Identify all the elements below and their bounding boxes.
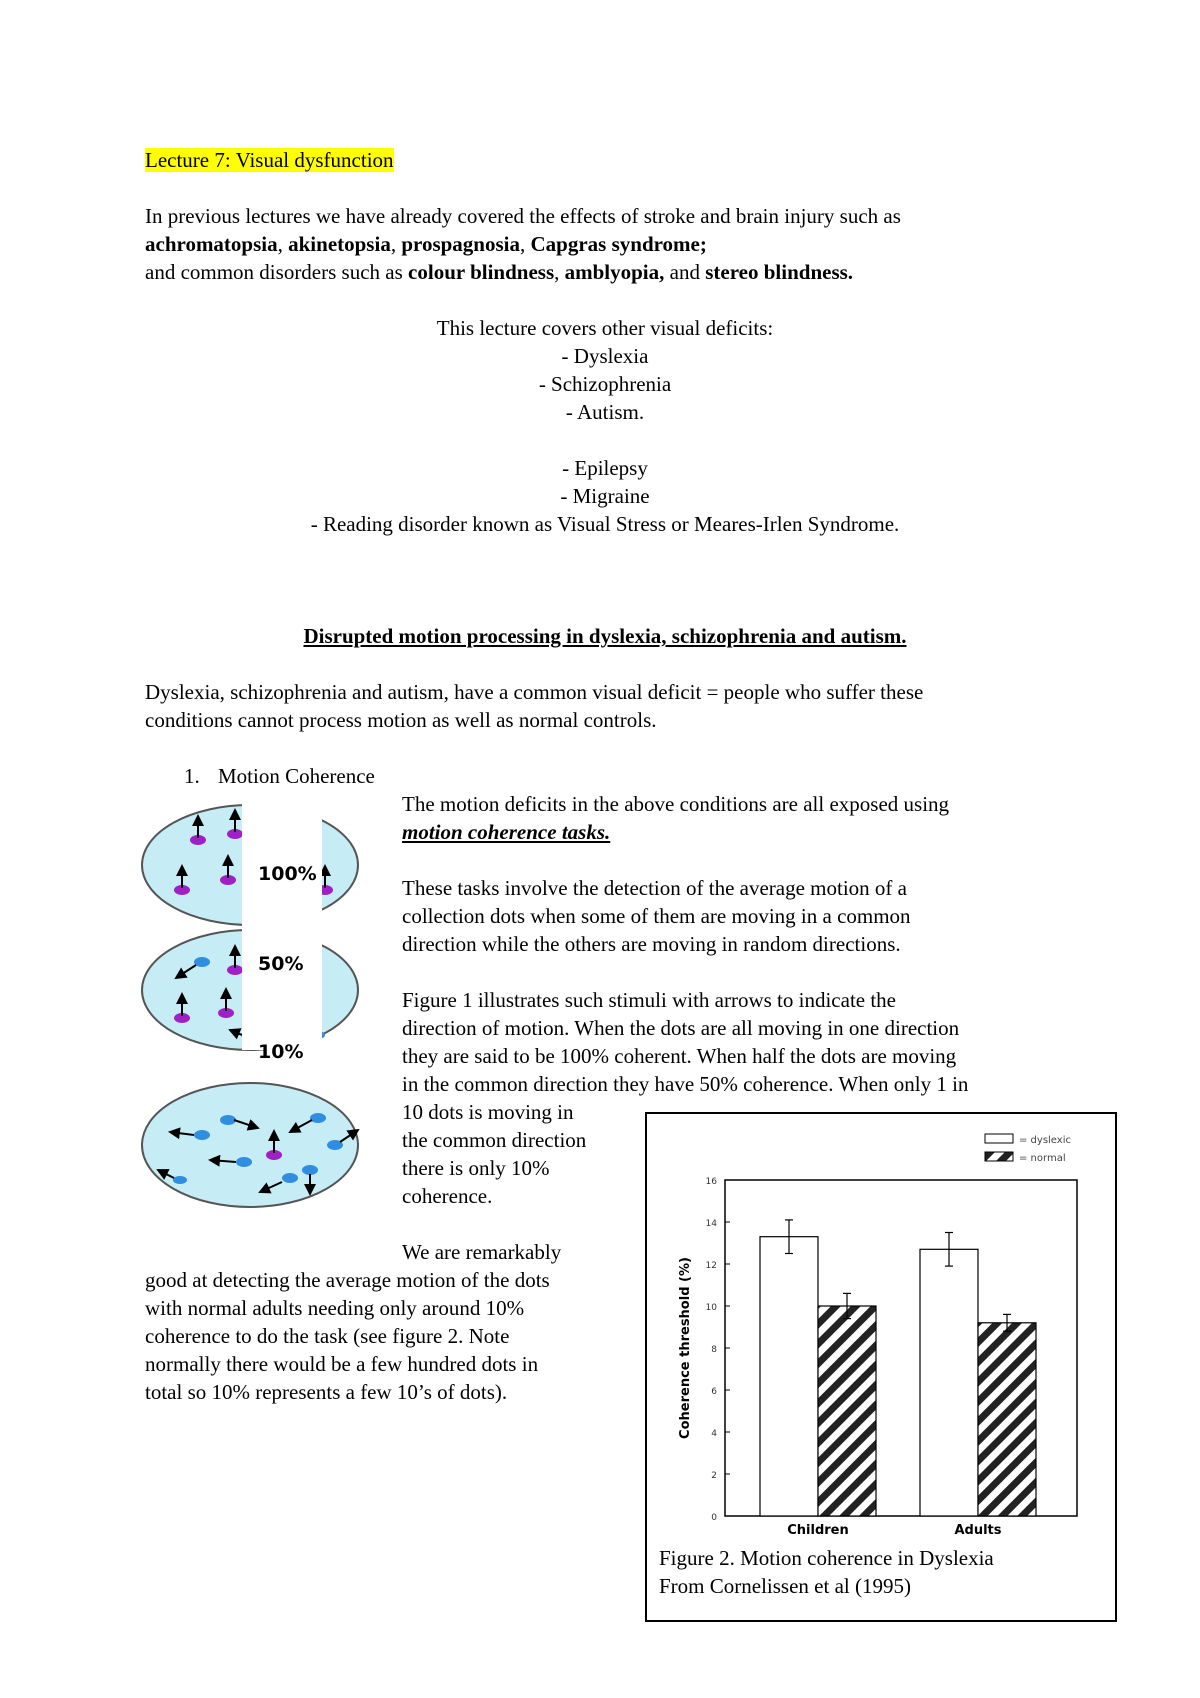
figure-2 (645, 1112, 1117, 1622)
legend-label-dyslexic: = dyslexic (1019, 1135, 1071, 1146)
para1-line1: Dyslexia, schizophrenia and autism, have a common visual deficit = people who suffer these (145, 680, 924, 704)
term-stereo-blindness: stereo blindness. (705, 260, 854, 284)
body-p3-line: Figure 1 illustrates such stimuli with arrows to indicate the (402, 988, 897, 1012)
term-achromatopsia: achromatopsia (145, 232, 278, 256)
deficits-heading: This lecture covers other visual deficits: (436, 316, 774, 340)
legend-label-normal: = normal (1019, 1153, 1066, 1164)
legend-swatch-dyslexic (985, 1134, 1013, 1143)
intro-line-2: achromatopsia, akinetopsia, prospagnosia, Capgras syndrome; (145, 232, 707, 256)
body-p3-narrow: coherence. (402, 1184, 493, 1208)
deficit-item: - Reading disorder known as Visual Stress or Meares-Irlen Syndrome. (310, 512, 900, 536)
list-label: Motion Coherence (218, 764, 375, 788)
body-p4-line: normally there would be a few hundred dots in (145, 1352, 539, 1376)
term-amblyopia: amblyopia, (564, 260, 665, 284)
list-number: 1. (184, 764, 200, 788)
intro-line-1: In previous lectures we have already covered the effects of stroke and brain injury such as (145, 204, 901, 228)
y-tick-label: 6 (711, 1387, 717, 1397)
figure-1 (140, 790, 390, 1227)
bar-normal-children (818, 1306, 876, 1516)
body-p4-line: total so 10% represents a few 10’s of dots). (145, 1380, 508, 1404)
label-50-percent: 50% (258, 953, 304, 975)
body-p4-line: coherence to do the task (see figure 2. Note (145, 1324, 510, 1348)
body-p3-line: they are said to be 100% coherent. When half the dots are moving (402, 1044, 957, 1068)
body-p4-line: good at detecting the average motion of the dots (145, 1268, 550, 1292)
body-p1-line2: motion coherence tasks. (402, 820, 611, 844)
y-tick-label: 2 (711, 1471, 717, 1481)
body-p2-line: collection dots when some of them are moving in a common (402, 904, 911, 928)
body-p2-line: direction while the others are moving in random directions. (402, 932, 901, 956)
y-tick-label: 4 (711, 1429, 717, 1439)
x-category-label: Children (787, 1523, 849, 1538)
deficit-item: - Epilepsy (562, 456, 648, 480)
body-p3-narrow: 10 dots is moving in (402, 1100, 574, 1124)
body-p2-line: These tasks involve the detection of the average motion of a (402, 876, 907, 900)
body-p3-narrow: the common direction (402, 1128, 587, 1152)
y-tick-label: 16 (705, 1177, 717, 1187)
deficit-item: - Autism. (565, 400, 645, 424)
figure-2-caption-line1: Figure 2. Motion coherence in Dyslexia (659, 1546, 994, 1570)
legend-swatch-normal (985, 1152, 1013, 1161)
figure-2-caption-line2: From Cornelissen et al (1995) (659, 1574, 911, 1598)
y-tick-label: 10 (705, 1303, 717, 1313)
bar-dyslexic-children (760, 1237, 818, 1516)
body-p4-narrow: We are remarkably (402, 1240, 562, 1264)
intro-line-3: and common disorders such as colour blindness, amblyopia, and stereo blindness. (145, 260, 854, 284)
term-capgras: Capgras syndrome; (530, 232, 707, 256)
y-tick-label: 12 (705, 1261, 717, 1271)
y-axis-label: Coherence threshold (%) (678, 1257, 693, 1439)
deficit-item: - Dyslexia (561, 344, 649, 368)
body-p1-line1: The motion deficits in the above conditions are all exposed using (402, 792, 950, 816)
term-prospagnosia: prospagnosia (401, 232, 520, 256)
bar-chart (647, 1114, 1115, 1544)
body-p4-line: with normal adults needing only around 10% (145, 1296, 525, 1320)
deficit-item: - Schizophrenia (538, 372, 672, 396)
lecture-title: Lecture 7: Visual dysfunction (145, 148, 394, 172)
bar-dyslexic-adults (920, 1249, 978, 1516)
bar-normal-adults (978, 1323, 1036, 1516)
label-100-percent: 100% (258, 863, 317, 885)
x-category-label: Adults (954, 1523, 1002, 1538)
para1-line2: conditions cannot process motion as well as normal controls. (145, 708, 657, 732)
term-akinetopsia: akinetopsia (288, 232, 391, 256)
body-p3-line: direction of motion. When the dots are all moving in one direction (402, 1016, 960, 1040)
y-tick-label: 8 (711, 1345, 717, 1355)
label-strip (242, 800, 322, 1050)
y-tick-label: 0 (711, 1513, 717, 1523)
y-tick-label: 14 (705, 1219, 717, 1229)
ellipse-10-percent (142, 1083, 358, 1207)
term-colour-blindness: colour blindness (408, 260, 555, 284)
body-p3-narrow: there is only 10% (402, 1156, 550, 1180)
section-heading: Disrupted motion processing in dyslexia, schizophrenia and autism. (303, 624, 907, 648)
body-p3-line: in the common direction they have 50% coherence. When only 1 in (402, 1072, 969, 1096)
label-10-percent: 10% (258, 1041, 304, 1063)
deficit-item: - Migraine (560, 484, 650, 508)
